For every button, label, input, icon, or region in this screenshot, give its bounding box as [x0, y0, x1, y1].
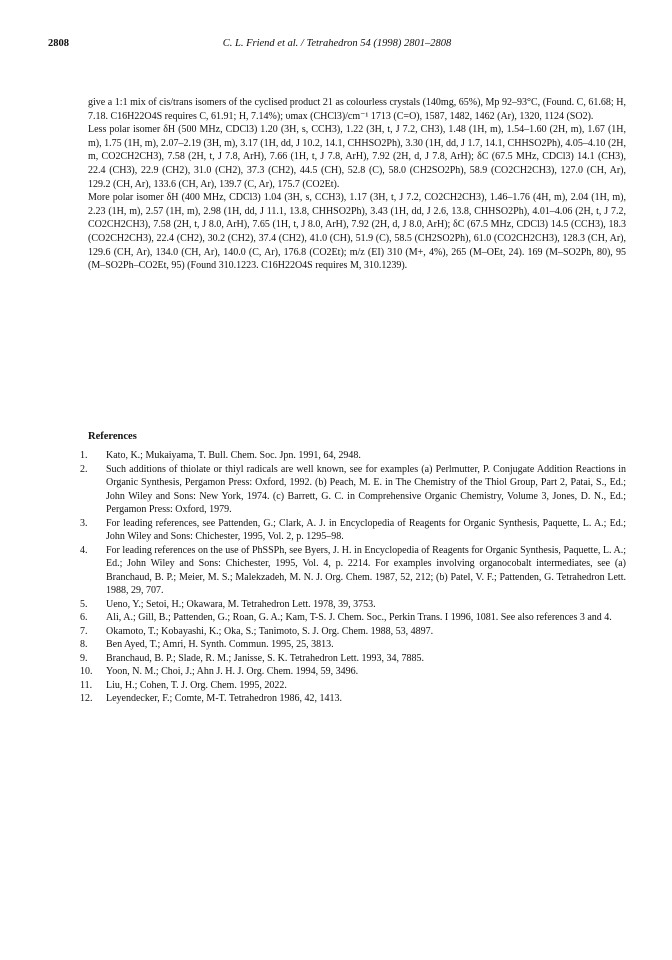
reference-text: Branchaud, B. P.; Slade, R. M.; Janisse, S. K. Tetrahedron Lett. 1993, 34, 7885. [106, 652, 424, 664]
reference-text: Ali, A.; Gill, B.; Pattenden, G.; Roan, G. A.; Kam, T-S. J. Chem. Soc., Perkin Trans. I 1996, 1081. See also references 3 and 4. [106, 612, 612, 623]
reference-text: Leyendecker, F.; Comte, M-T. Tetrahedron 1986, 42, 1413. [106, 693, 343, 704]
paragraph-less-polar-isomer: Less polar isomer δH (500 MHz, CDCl3) 1.20 (3H, s, CCH3), 1.22 (3H, t, J 7.2, CH3), 1.48 (1H, m), 1.54–1.60 (2H, m), 1.67 (1H, m), 1.75 (1H, m), 2.07–2.19 (3H, m), 3.17 (1H, dd, J 10.2, 14.1, CHHSO2Ph), 3.30 (1H, dd, J 1.7, 14.1, CHHSO2Ph), 4.05–4.10 (2H, m, CO2CH2CH3), 7.58 (2H, t, J 7.8, ArH), 7.66 (1H, t, J 7.8, ArH), 7.92 (2H, d, J 7.8, ArH); δC (67.5 MHz, CDCl3) 14.1 (CH3), 22.4 (CH3), 22.9 (CH2), 31.0 (CH2), 37.3 (CH2), 44.5 (CH), 52.8 (C), 58.0 (CH2SO2Ph), 58.9 (CO2CH2CH3), 127.0 (CH, Ar), 129.2 (CH, Ar), 133.6 (CH, Ar), 139.7 (C, Ar), 175.7 (CO2Et). [88, 124, 626, 190]
reference-item [80, 625, 626, 639]
reference-item [80, 544, 626, 598]
reference-item [80, 611, 626, 625]
paragraph-more-polar-isomer: More polar isomer δH (400 MHz, CDCl3) 1.04 (3H, s, CCH3), 1.17 (3H, t, J 7.2, CO2CH2CH3), 1.46–1.76 (4H, m), 2.04 (1H, m), 2.23 (1H, m), 2.57 (1H, m), 2.98 (1H, dd, J 11.1, 13.8, CHHSO2Ph), 3.43 (1H, dd, J 2.6, 13.8, CHHSO2Ph), 4.01–4.06 (2H, t, J 7.2, CO2CH2CH3), 7.58 (2H, t, J 8.0, ArH), 7.65 (1H, t, J 8.0, ArH), 7.92 (2H, d, J 8.0, ArH); δC (67.5 MHz, CDCl3) 14.5 (CCH3), 18.3 (CO2CH2CH3), 22.4 (CH2), 30.2 (CH2), 37.4 (CH2), 41.0 (CH), 51.9 (C), 58.5 (CH2SO2Ph), 61.0 (CO2CH2CH3), 128.3 (CH, Ar), 129.6 (CH, Ar), 134.0 (CH, Ar), 140.0 (C, Ar), 176.8 (CO2Et); m/z (EI) 310 (M+, 4%), 265 (M–OEt, 24). 169 (M–SO2Ph, 80), 95 (M–SO2Ph–CO2Et, 95) (Found 310.1223. C16H22O4S requires M, 310.1239). [88, 192, 626, 272]
reference-number: 1. [80, 450, 88, 461]
reference-item [80, 665, 626, 679]
reference-number: 3. [80, 517, 88, 529]
reference-text: Such additions of thiolate or thiyl radicals are well known, see for examples (a) Perlmutter, P. Conjugate Addition Reactions in Organic Synthesis, Pergamon Press: Oxford, 1992. (b) Peach, M. E. in The Chemistry of the Thiol Group, Part 2, Patai, S., Ed.; John Wiley and Sons: New York, 1974. (c) Barrett, G. C. in Comprehensive Organic Chemistry, Volume 3, Jones, D. N., Ed.; Pergamon Press: Oxford, 1979. [106, 463, 626, 515]
running-head: C. L. Friend et al. / Tetrahedron 54 (1998) 2801–2808 [222, 38, 452, 49]
reference-text: Liu, H.; Cohen, T. J. Org. Chem. 1995, 2022. [106, 679, 287, 691]
reference-text: Okamoto, T.; Kobayashi, K.; Oka, S.; Tanimoto, S. J. Org. Chem. 1988, 53, 4897. [106, 625, 434, 637]
page-number: 2808 [48, 38, 69, 49]
reference-text: For leading references, see Pattenden, G.; Clark, A. J. in Encyclopedia of Reagents for Organic Synthesis, Paquette, L. A.; Ed.; John Wiley and Sons: Chichester, 1995, Vol. 2, p. 1295–98. [106, 517, 626, 542]
references-heading: References [88, 431, 137, 442]
reference-number: 8. [80, 639, 88, 650]
reference-text: Ben Ayed, T.; Amri, H. Synth. Commun. 1995, 25, 3813. [106, 639, 334, 650]
reference-list [80, 449, 626, 706]
reference-number: 7. [80, 625, 88, 637]
reference-text: Yoon, N. M.; Choi, J.; Ahn J. H. J. Org. Chem. 1994, 59, 3496. [106, 666, 359, 677]
reference-number: 5. [80, 598, 88, 610]
reference-item [80, 463, 626, 517]
reference-number: 4. [80, 544, 88, 556]
reference-item [80, 598, 626, 612]
reference-item [80, 517, 626, 544]
reference-text: For leading references on the use of PhSSPh, see Byers, J. H. in Encyclopedia of Reagents for Organic Synthesis, Paquette, L. A.; Ed.; John Wiley and Sons: Chichester, 1995, Vol. 4, p. 2214. For examples involving organocobalt intermediates, see (a) Branchaud, B. P.; Meier, M. S.; Malekzadeh, M. N. J. Org. Chem. 1987, 52, 212; (b) Patel, V. F.; Pattenden, G. Tetrahedron Lett. 1988, 29, 707. [106, 544, 626, 596]
reference-item [80, 692, 626, 706]
reference-text: Ueno, Y.; Setoi, H.; Okawara, M. Tetrahedron Lett. 1978, 39, 3753. [106, 598, 376, 610]
reference-number: 9. [80, 652, 88, 664]
reference-number: 11. [80, 679, 93, 691]
reference-text: Kato, K.; Mukaiyama, T. Bull. Chem. Soc. Jpn. 1991, 64, 2948. [106, 450, 361, 461]
experimental-text [88, 96, 626, 273]
reference-item [80, 679, 626, 693]
reference-number: 6. [80, 612, 88, 623]
reference-number: 10. [80, 666, 93, 677]
reference-number: 12. [80, 693, 93, 704]
reference-item [80, 652, 626, 666]
paragraph-product-21: give a 1:1 mix of cis/trans isomers of the cyclised product 21 as colourless crystals (140mg, 65%), Mp 92–93°C, (Found. C, 61.68; H, 7.18. C16H22O4S requires C, 61.91; H, 7.14%); υmax (CHCl3)/cm⁻¹ 1713 (C=O), 1587, 1482, 1462 (Ar), 1320, 1124 (SO2). [88, 97, 626, 122]
reference-item [80, 449, 626, 463]
reference-number: 2. [80, 463, 88, 475]
reference-item [80, 638, 626, 652]
page-header [48, 38, 626, 52]
